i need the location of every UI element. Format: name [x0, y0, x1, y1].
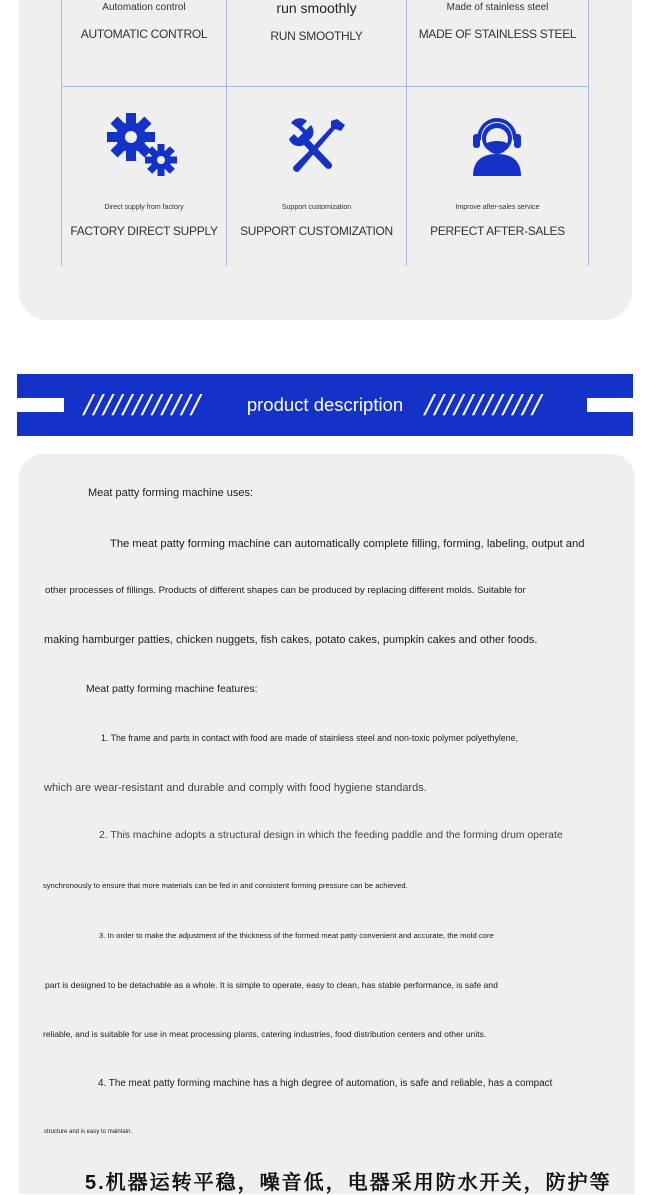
uses-heading: Meat patty forming machine uses:	[88, 487, 254, 499]
feature-factory-direct	[62, 204, 226, 238]
feature-caps-label: MADE OF STAINLESS STEEL	[418, 27, 577, 41]
feature-caps-label: SUPPORT CUSTOMIZATION	[240, 224, 393, 238]
feature-caps-label: AUTOMATIC CONTROL	[80, 27, 208, 41]
grid-divider	[61, 86, 589, 87]
feature-line: part is designed to be detachable as a whole. It is simple to operate, easy to clean, has stable performance, is safe and	[45, 980, 498, 990]
feature-small-label: Automation control	[102, 2, 186, 13]
gears-icon	[105, 113, 185, 184]
feature-line: 3. In order to make the adjustment of the thickness of the formed meat patty convenient and accurate, the mold core	[99, 931, 494, 940]
banner-slashes-left: ////////////	[84, 390, 202, 420]
grid-divider	[588, 0, 589, 266]
feature-small-label: Support customization	[281, 204, 352, 211]
feature-small-label: run smoothly	[276, 0, 357, 16]
feature-line: synchronously to ensure that more materials can be fed in and consistent forming pressure can be achieved.	[43, 881, 408, 890]
feature-line-cut-off: 5.机器运转平稳，噪音低，电器采用防水开关，防护等	[85, 1172, 612, 1194]
feature-run-smoothly	[227, 0, 406, 43]
feature-line: reliable, and is suitable for use in meat processing plants, catering industries, food distribution centers and other units.	[43, 1029, 487, 1039]
feature-card	[19, 0, 632, 320]
feature-caps-label: RUN SMOOTHLY	[270, 29, 363, 43]
banner-title: product description	[246, 394, 404, 415]
feature-small-label: Made of stainless steel	[446, 2, 549, 13]
feature-caps-label: PERFECT AFTER-SALES	[430, 224, 565, 238]
feature-after-sales	[407, 204, 588, 238]
headset-support-icon	[465, 114, 529, 183]
uses-line: other processes of fillings. Products of different shapes can be produced by replacing different molds. Suitable for	[45, 585, 526, 596]
feature-line: 2. This machine adopts a structural design in which the feeding paddle and the forming drum operate	[99, 830, 563, 841]
banner-slashes-right: ////////////	[425, 390, 543, 420]
feature-line: 1. The frame and parts in contact with food are made of stainless steel and non-toxic polymer polyethylene,	[101, 733, 518, 743]
feature-line: 4. The meat patty forming machine has a high degree of automation, is safe and reliable, has a compact	[98, 1078, 553, 1089]
feature-line: which are wear-resistant and durable and comply with food hygiene standards.	[44, 782, 427, 794]
feature-small-label: Direct supply from factory	[104, 204, 184, 211]
uses-line: making hamburger patties, chicken nuggets, fish cakes, potato cakes, pumpkin cakes and other foods.	[44, 634, 538, 646]
feature-line: structure and is easy to maintain.	[44, 1129, 133, 1135]
feature-small-label: Improve after-sales service	[455, 204, 540, 211]
feature-automatic-control	[62, 2, 226, 41]
tools-icon	[285, 115, 349, 180]
features-heading: Meat patty forming machine features:	[86, 684, 258, 695]
uses-line: The meat patty forming machine can automatically complete filling, forming, labeling, output and	[110, 538, 585, 550]
feature-caps-label: FACTORY DIRECT SUPPLY	[70, 224, 218, 238]
feature-stainless-steel	[407, 2, 588, 41]
section-banner	[17, 374, 633, 436]
feature-customization	[227, 204, 406, 238]
